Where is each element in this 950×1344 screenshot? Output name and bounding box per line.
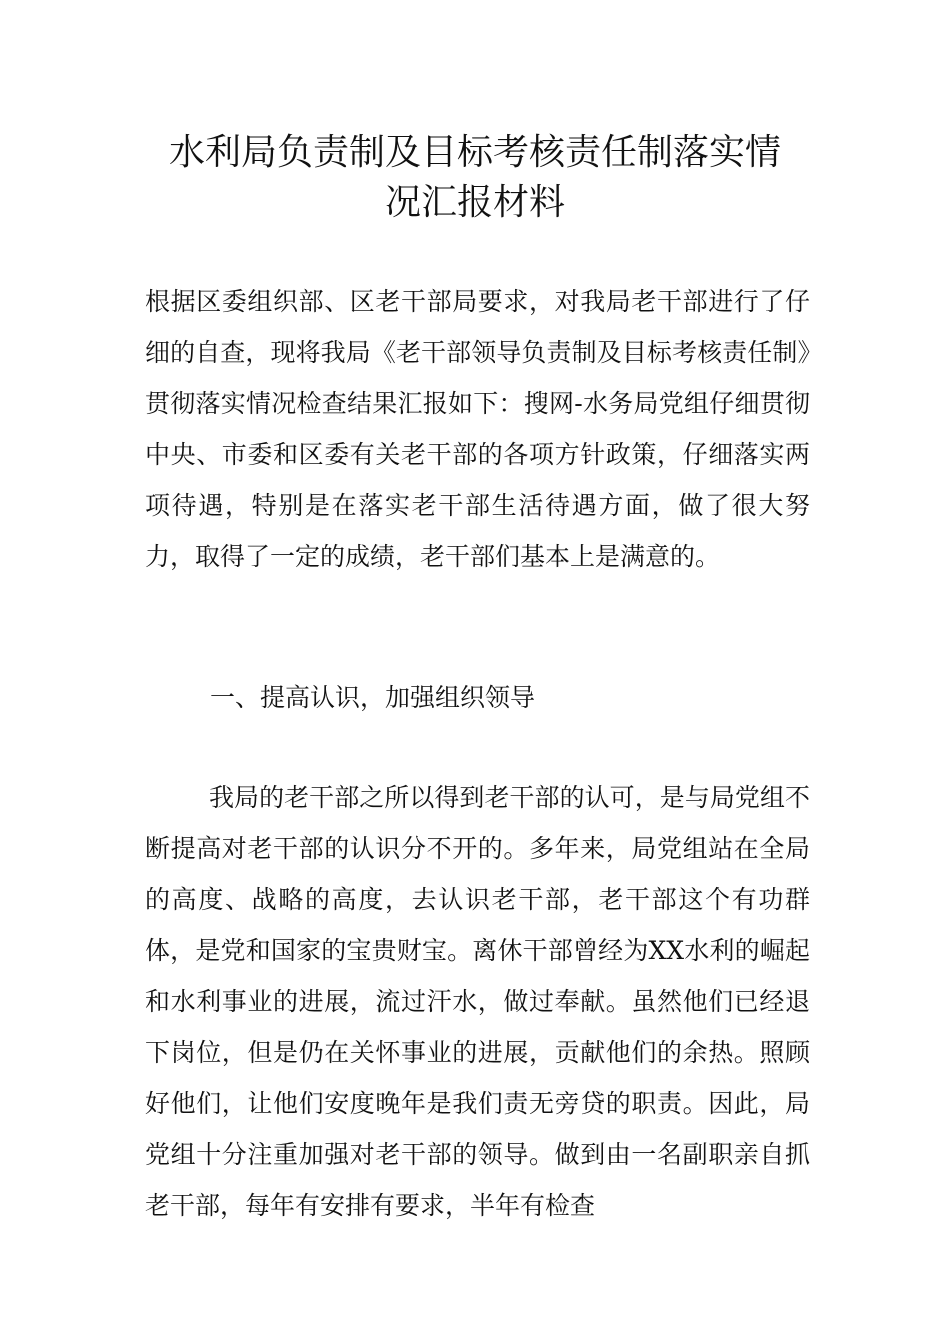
title-line-1: 水利局负责制及目标考核责任制落实情	[168, 132, 781, 173]
section-body-paragraph: 我局的老干部之所以得到老干部的认可，是与局党组不断提高对老干部的认识分不开的。多年来，局党组站在全局的高度、战略的高度，去认识老干部，老干部这个有功群体，是党和国家的宝贵财宝。离休干部曾经为XX水利的崛起和水利事业的进展，流过汗水，做过奉献。虽然他们已经退下岗位，但是仍在关怀事业的进展，贡献他们的余热。照顾好他们，让他们安度晚年是我们责无旁贷的职责。因此，局党组十分注重加强对老干部的领导。做到由一名副职亲自抓老干部，每年有安排有要求，半年有检查	[145, 783, 810, 1220]
section-heading: 一、提高认识，加强组织领导	[210, 683, 536, 712]
document-title	[140, 128, 810, 228]
intro-paragraph: 根据区委组织部、区老干部局要求，对我局老干部进行了仔细的自查，现将我局《老干部领导负责制及目标考核责任制》贯彻落实情况检查结果汇报如下：搜网-水务局党组仔细贯彻中央、市委和区委有关老干部的各项方针政策，仔细落实两项待遇，特别是在落实老干部生活待遇方面，做了很大努力，取得了一定的成绩，老干部们基本上是满意的。	[145, 287, 810, 571]
title-line-2: 况汇报材料	[384, 182, 565, 223]
